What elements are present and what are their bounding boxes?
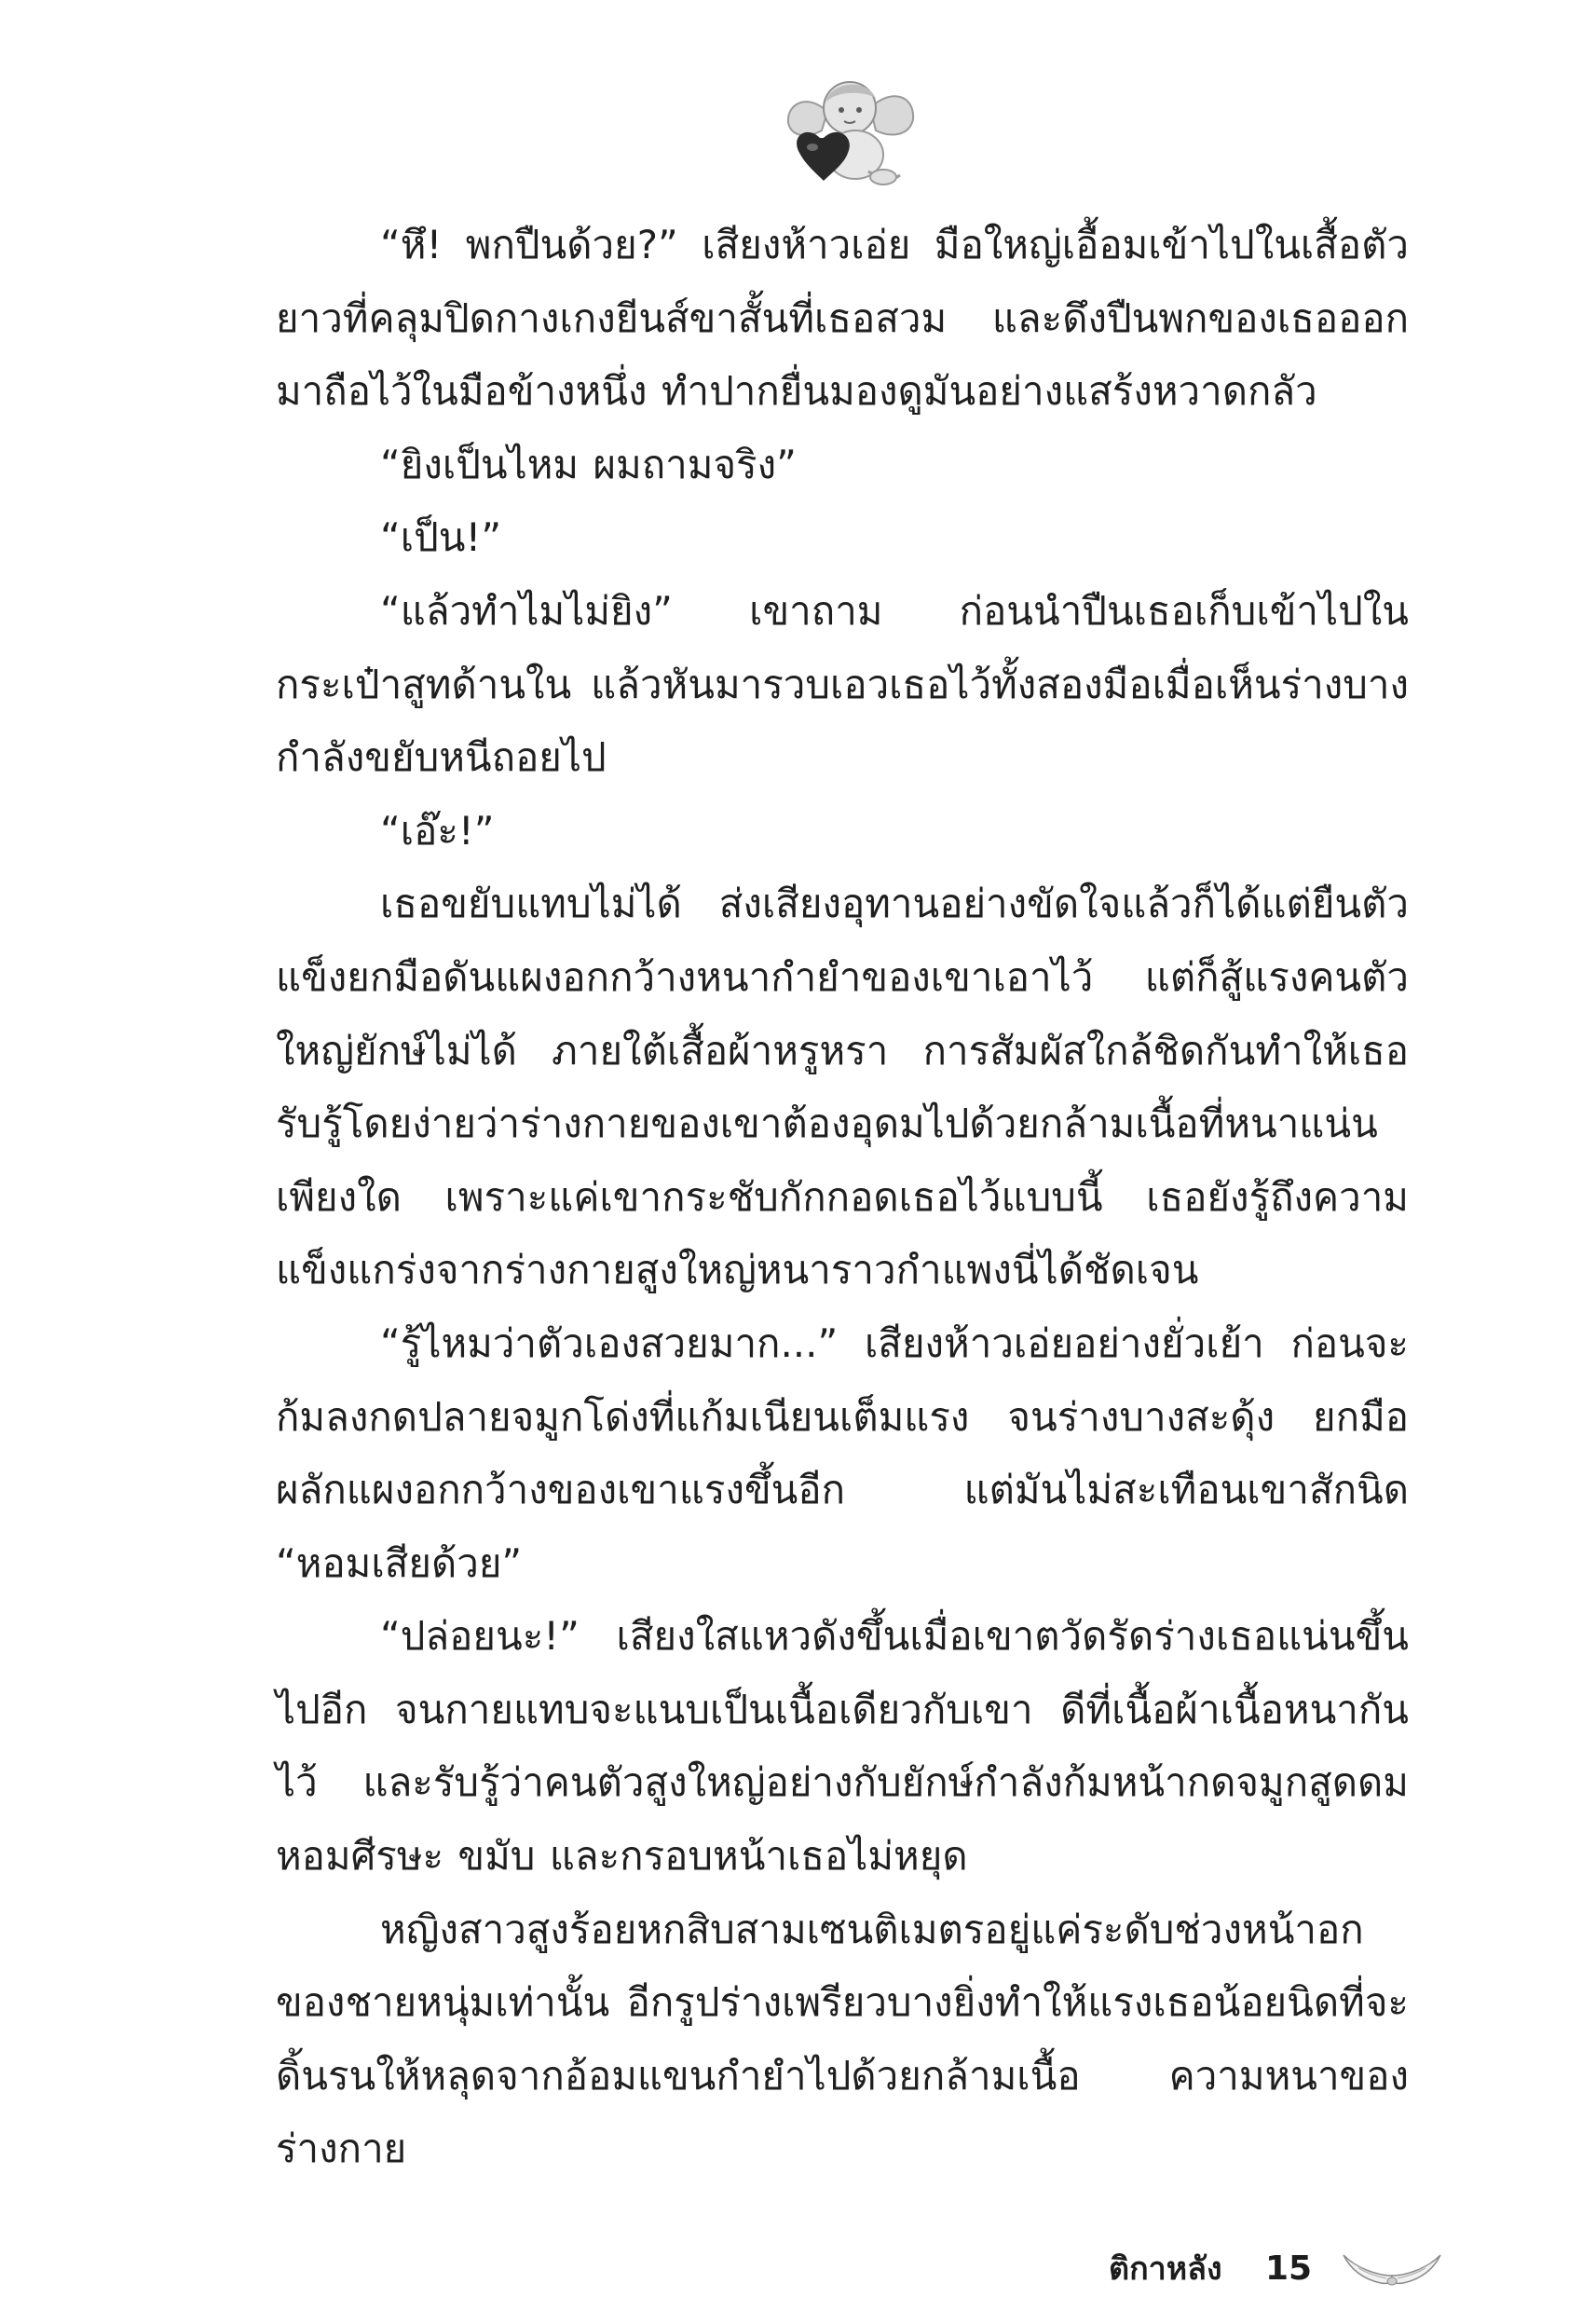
page-number: 15 [1265, 2249, 1313, 2288]
paragraph: “ปล่อยนะ!” เสียงใสแหวดังขึ้นเมื่อเขาตวัดรัดร่างเธอแน่นขึ้นไปอีก จนกายแทบจะแนบเป็นเนื้อเดียวกับเขา ดีที่เนื้อผ้าเนื้อหนากันไว้ และรับรู้ว่าคนตัวสูงใหญ่อย่างกับยักษ์กำลังก้มหน้ากดจมูกสูดดมหอมศีรษะ ขมับ และกรอบหน้าเธอไม่หยุด [276, 1613, 1409, 1880]
paragraph: “เอ๊ะ!” [380, 807, 495, 854]
paragraph: “เป็น!” [380, 514, 502, 561]
book-title: ติกาหลัง [1109, 2250, 1222, 2288]
angel-wings-icon [1340, 2248, 1444, 2290]
paragraph: หญิงสาวสูงร้อยหกสิบสามเซนติเมตรอยู่แค่ระดับช่วงหน้าอกของชายหนุ่มเท่านั้น อีกรูปร่างเพรียวบางยิ่งทำให้แรงเธอน้อยนิดที่จะดิ้นรนให้หลุดจากอ้อมแขนกำยำไปด้วยกล้ามเนื้อ ความหนาของร่างกาย [276, 1906, 1409, 2172]
paragraph: “รู้ไหมว่าตัวเองสวยมาก...” เสียงห้าวเอ่ยอย่างยั่วเย้า ก่อนจะก้มลงกดปลายจมูกโด่งที่แก้มเนียนเต็มแรง จนร่างบางสะดุ้ง ยกมือผลักแผงอกกว้างของเขาแรงขึ้นอีก แต่มันไม่สะเทือนเขาสักนิด “หอมเสียด้วย” [276, 1320, 1409, 1586]
paragraph: “แล้วทำไมไม่ยิง” เขาถาม ก่อนนำปืนเธอเก็บเข้าไปในกระเป๋าสูทด้านใน แล้วหันมารวบเอวเธอไว้ทั้งสองมือเมื่อเห็นร่างบางกำลังขยับหนีถอยไป [276, 587, 1409, 781]
paragraph: “หึ! พกปืนด้วย?” เสียงห้าวเอ่ย มือใหญ่เอื้อมเข้าไปในเสื้อตัวยาวที่คลุมปิดกางเกงยีนส์ขาสั้นที่เธอสวม และดึงปืนพกของเธอออกมาถือไว้ในมือข้างหนึ่ง ทำปากยื่นมองดูมันอย่างแสร้งหวาดกลัว [276, 222, 1409, 415]
paragraph: “ยิงเป็นไหม ผมถามจริง” [380, 441, 797, 487]
body-text [276, 209, 1409, 2186]
page-footer [1109, 2246, 1444, 2292]
paragraph: เธอขยับแทบไม่ได้ ส่งเสียงอุทานอย่างขัดใจแล้วก็ได้แต่ยืนตัวแข็งยกมือดันแผงอกกว้างหนากำยำของเขาเอาไว้ แต่ก็สู้แรงคนตัวใหญ่ยักษ์ไม่ได้ ภายใต้เสื้อผ้าหรูหรา การสัมผัสใกล้ชิดกันทำให้เธอรับรู้โดยง่ายว่าร่างกายของเขาต้องอุดมไปด้วยกล้ามเนื้อที่หนาแน่นเพียงใด เพราะแค่เขากระชับกักกอดเธอไว้แบบนี้ เธอยังรู้ถึงความแข็งแกร่งจากร่างกายสูงใหญ่หนาราวกำแพงนี่ได้ชัดเจน [276, 881, 1409, 1293]
cupid-with-heart-icon [779, 71, 919, 192]
